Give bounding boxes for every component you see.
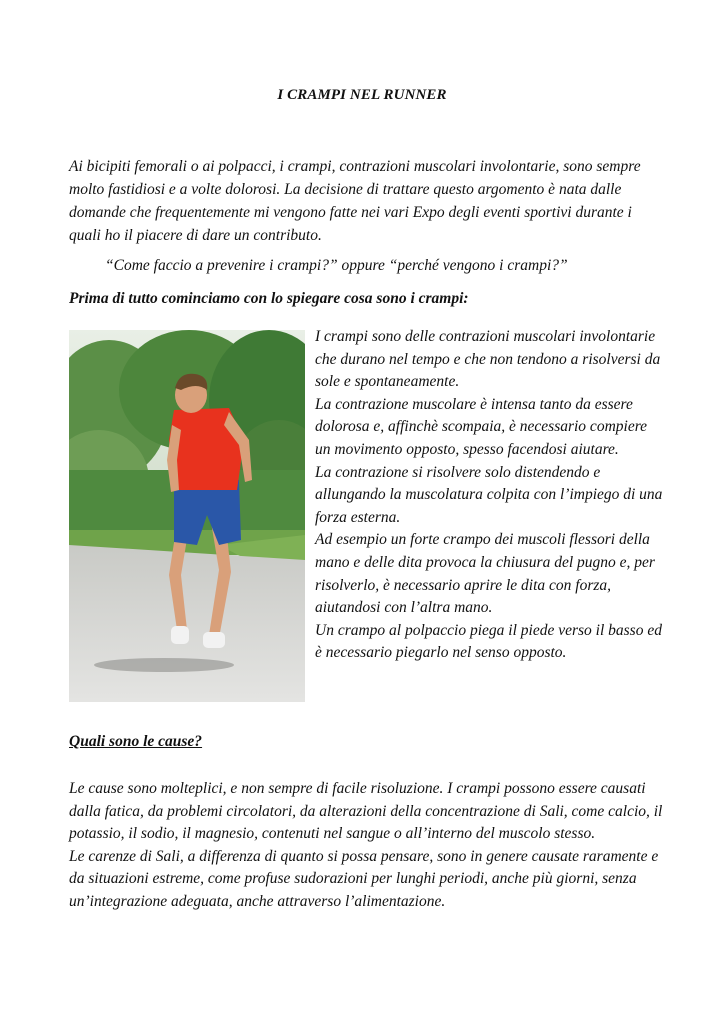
definition-paragraph: I crampi sono delle contrazioni muscolari involontarie che durano nel tempo e che non tendono a risolversi da sole e spontaneamente. [315, 328, 661, 391]
causes-paragraph: Le cause sono molteplici, e non sempre di facile risoluzione. I crampi possono essere causati dalla fatica, da problemi circolatori, da alterazioni della concentrazione di Sali, come calcio, il potassio, il sodio, il magnesio, contenuti nel sangue o all’interno del muscolo stesso. [69, 780, 663, 843]
document-title: I CRAMPI NEL RUNNER [277, 87, 447, 103]
section-heading-what: Prima di tutto cominciamo con lo spiegare cosa sono i crampi: [69, 290, 469, 307]
definition-paragraph: La contrazione si risolvere solo distendendo e allungando la muscolatura colpita con l’impiego di una forza esterna. [315, 463, 663, 526]
section-heading-causes: Quali sono le cause? [69, 733, 203, 750]
definition-paragraph: Un crampo al polpaccio piega il piede verso il basso ed è necessario piegarlo nel senso opposto. [315, 621, 662, 662]
quote-line: “Come faccio a prevenire i crampi?” oppure “perché vengono i crampi?” [105, 257, 568, 274]
causes-section [69, 778, 664, 914]
causes-paragraph: Le carenze di Sali, a differenza di quanto si possa pensare, sono in genere causate raramente e da situazioni estreme, come profuse sudorazioni per lunghi periodi, anche più giorni, senza un’integrazione adeguata, anche attraverso l’alimentazione. [69, 847, 659, 910]
intro-paragraph: Ai bicipiti femorali o ai polpacci, i crampi, contrazioni muscolari involontarie, sono sempre molto fastidiosi e a volte dolorosi. La decisione di trattare questo argomento è nata dalle domande che frequentemente mi vengono fatte nei vari Expo degli eventi sportivi durante i quali ho il piacere di dare un contributo. [69, 158, 641, 244]
definition-paragraph: La contrazione muscolare è intensa tanto da essere dolorosa e, affinchè scompaia, è necessario compiere un movimento opposto, spesso facendosi aiutare. [315, 395, 648, 458]
runner-with-cramp-photo-icon [69, 330, 305, 702]
definition-column [315, 326, 665, 665]
definition-paragraph: Ad esempio un forte crampo dei muscoli flessori della mano e delle dita provoca la chiusura del pugno e, per risolverlo, è necessario aprire le dita con forza, aiutandosi con l’altra mano. [315, 531, 655, 617]
runner-photo [69, 330, 305, 702]
